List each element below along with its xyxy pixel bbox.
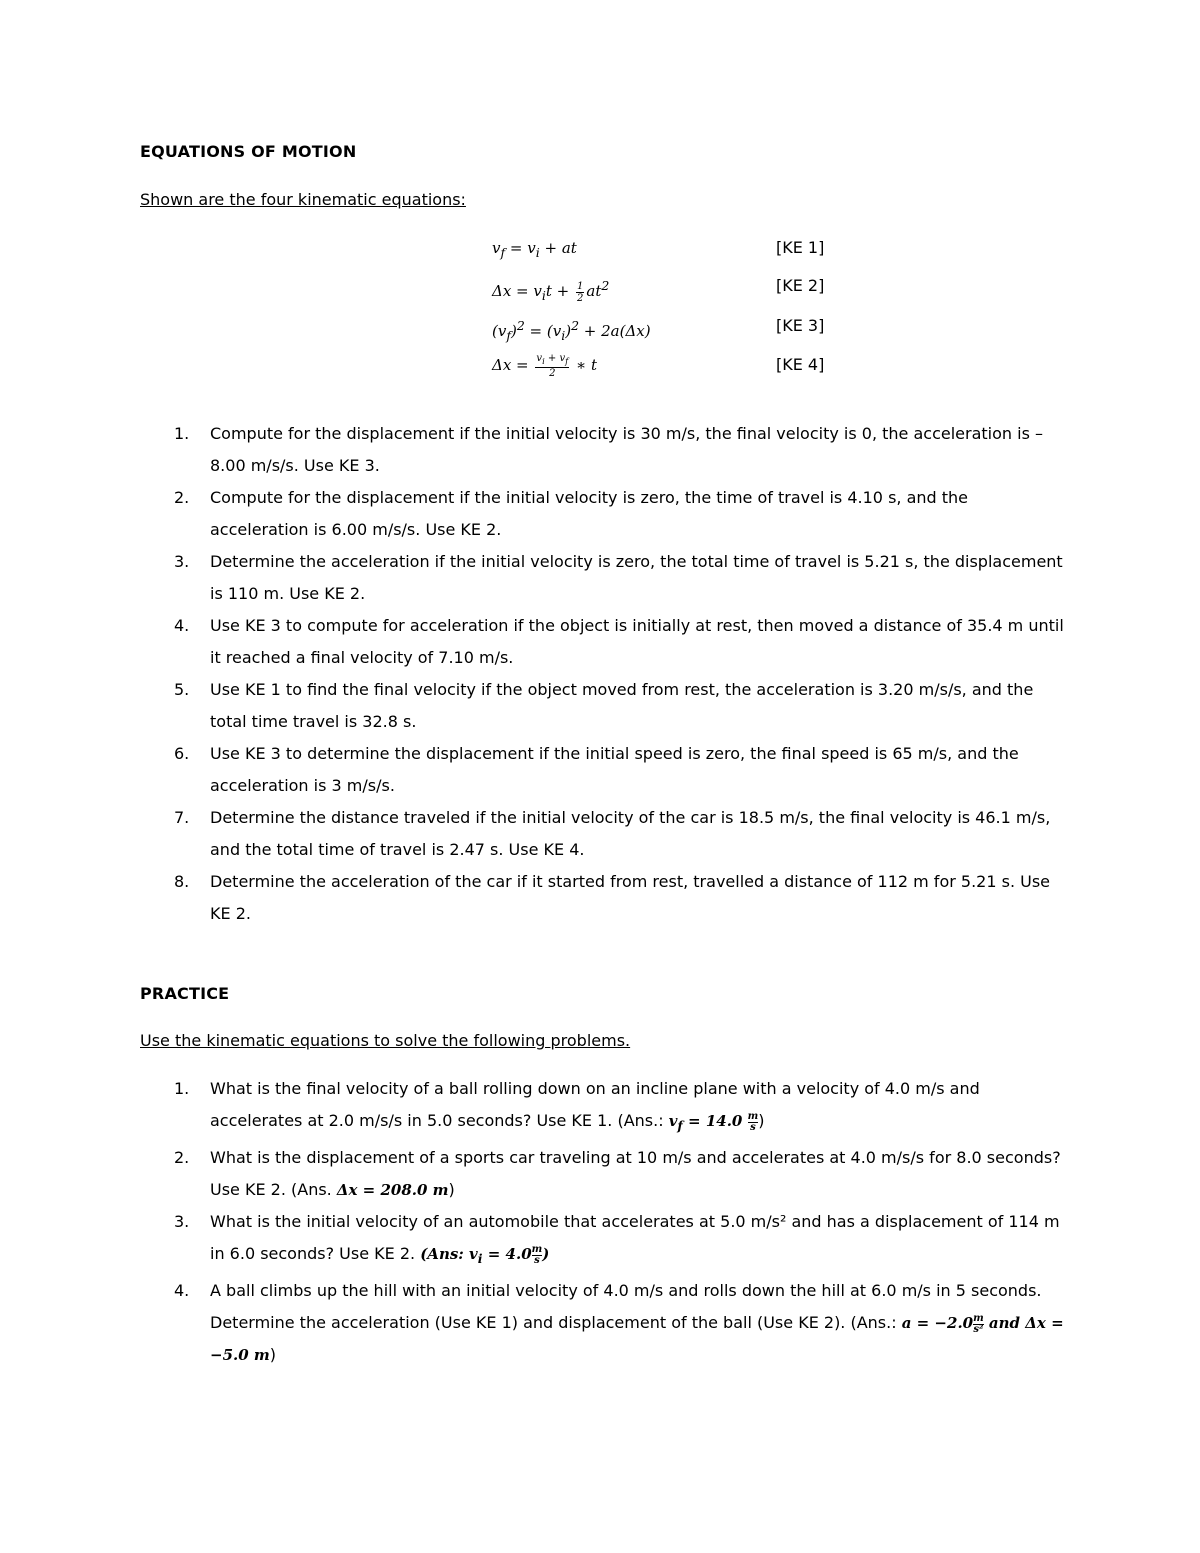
equation-ke2 — [492, 268, 852, 304]
list-item: 2. What is the displacement of a sports car traveling at 10 m/s and accelerates at 4.0 m/s/s for 8.0 seconds? Use KE 2. (Ans. Δx = 208.0 m) — [174, 1148, 1061, 1199]
list-item: 6. Use KE 3 to determine the displacement if the initial speed is zero, the final speed is 65 m/s, and the acceleration is 3 m/s/s. — [174, 744, 1019, 795]
answer-formula: Δx = 208.0 m — [336, 1181, 449, 1199]
list-item: 7. Determine the distance traveled if the initial velocity of the car is 18.5 m/s, the final velocity is 46.1 m/s, and the total time of travel is 2.47 s. Use KE 4. — [174, 808, 1051, 859]
practice-list — [140, 1073, 1070, 1371]
answer-formula: a = −2.0 $\frac{m}{\text{s²}}$ and Δx = −5.0 m — [210, 1312, 1064, 1364]
equation-ke1-formula: $v_f = v_i$ + at — [492, 239, 577, 260]
practice-intro: Use the kinematic equations to solve the following problems. — [140, 1031, 631, 1050]
equation-ke2-formula: $\Delta x = v_it$ + $\frac{1}{2}$ $at^2$ — [492, 278, 610, 304]
list-item: 4. Use KE 3 to compute for acceleration if the object is initially at rest, then moved a distance of 35.4 m until it reached a final velocity of 7.10 m/s. — [174, 616, 1064, 667]
problem-list — [140, 418, 1070, 930]
answer-formula: (Ans: $v_i = 4.0$ $\frac{m}{s}$ ) — [420, 1243, 550, 1266]
list-item: 5. Use KE 1 to find the final velocity if the object moved from rest, the acceleration is 3.20 m/s/s, and the total time travel is 32.8 s. — [174, 680, 1034, 731]
equation-ke3-formula: $(v_f)^2 = (v_i)^2 + 2a(\Delta x)$ — [492, 318, 651, 343]
equation-ke4-label: [KE 4] — [776, 355, 825, 374]
equation-ke1 — [492, 230, 852, 266]
equation-ke2-label: [KE 2] — [776, 276, 825, 295]
equation-ke4-formula: Δx = $\frac{v_i + v_f}{2}$ ∗ t — [492, 353, 597, 379]
equation-ke4 — [492, 347, 852, 383]
list-item: 4. A ball climbs up the hill with an initial velocity of 4.0 m/s and rolls down the hill at 6.0 m/s in 5 seconds. Determine the acceleration (Use KE 1) and displacement of the ball (Use KE 2). (Ans.: a = −2.0 $\frac{m}{\text{s²}}$ and Δx = −5.0 m) — [174, 1281, 1064, 1364]
equation-ke3 — [492, 308, 852, 344]
list-item: 1. What is the final velocity of a ball rolling down on an incline plane with a velocity of 4.0 m/s and accelerates at 2.0 m/s/s in 5.0 seconds? Use KE 1. (Ans.: $v_f = 14.0$ $\frac{m}{s}$ ) — [174, 1079, 980, 1133]
list-item: 2. Compute for the displacement if the initial velocity is zero, the time of travel is 4.10 s, and the acceleration is 6.00 m/s/s. Use KE 2. — [174, 488, 969, 539]
intro-text: Shown are the four kinematic equations: — [140, 190, 466, 209]
list-item: 1. Compute for the displacement if the initial velocity is 30 m/s, the final velocity is 0, the acceleration is – 8.00 m/s/s. Use KE 3. — [174, 424, 1043, 475]
list-item: 3. Determine the acceleration if the initial velocity is zero, the total time of travel is 5.21 s, the displacement is 110 m. Use KE 2. — [174, 552, 1063, 603]
answer-formula: $v_f = 14.0$ $\frac{m}{s}$ — [668, 1110, 759, 1133]
practice-title: PRACTICE — [140, 984, 230, 1003]
list-item: 3. What is the initial velocity of an automobile that accelerates at 5.0 m/s² and has a displacement of 114 m in 6.0 seconds? Use KE 2. (Ans: $v_i = 4.0$ $\frac{m}{s}$ ) — [174, 1212, 1060, 1266]
list-item: 8. Determine the acceleration of the car if it started from rest, travelled a distance of 112 m for 5.21 s. Use KE 2. — [174, 872, 1050, 923]
page-title: EQUATIONS OF MOTION — [140, 142, 357, 161]
equation-ke1-label: [KE 1] — [776, 238, 825, 257]
equation-ke3-label: [KE 3] — [776, 316, 825, 335]
